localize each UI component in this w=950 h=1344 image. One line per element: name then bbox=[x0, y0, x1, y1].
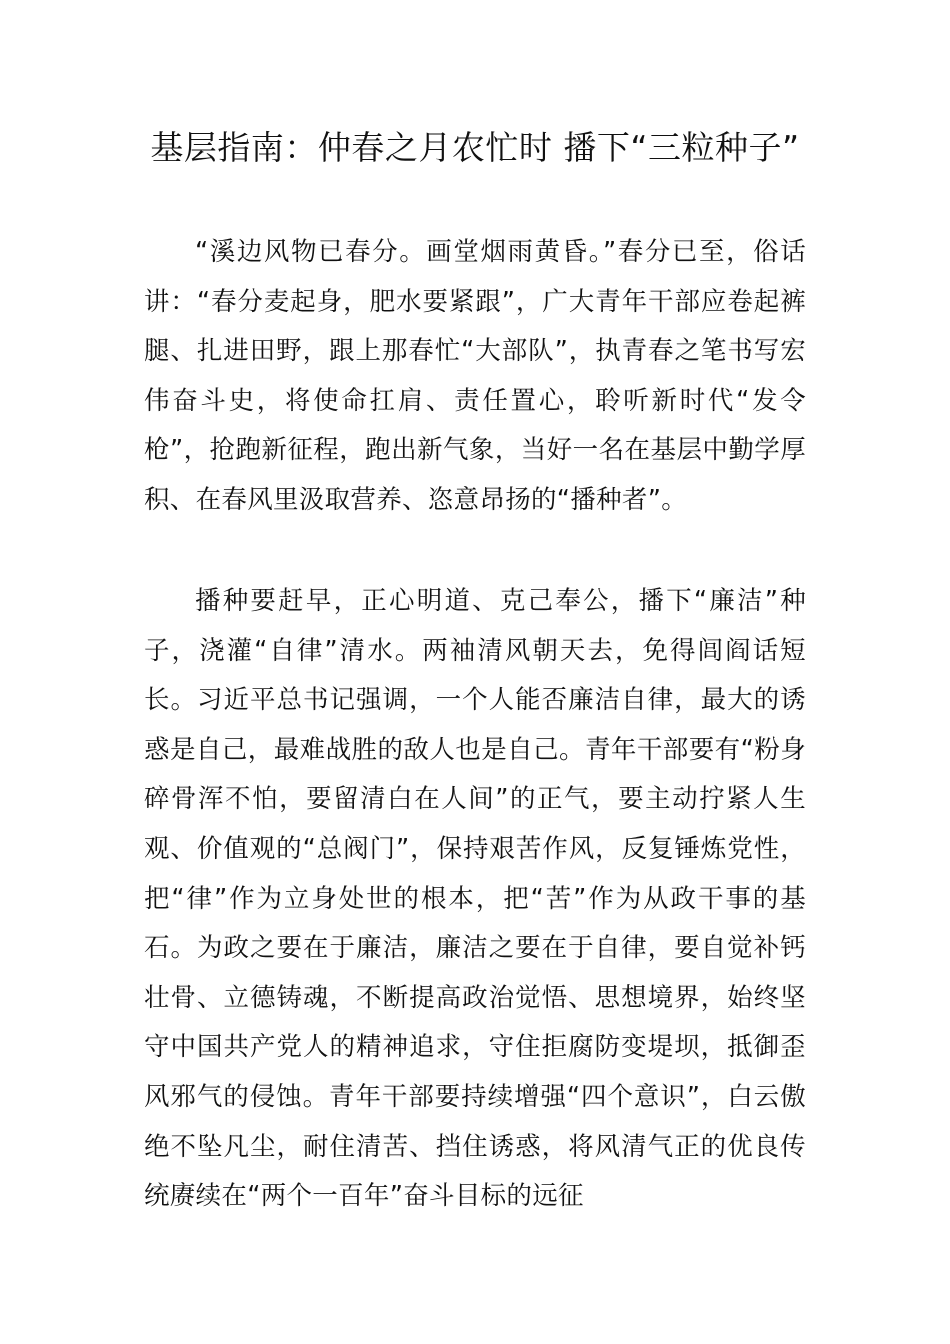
paragraph-integrity: 播种要赶早，正心明道、克己奉公，播下“廉洁”种子，浇灌“自律”清水。两袖清风朝天去，免得闾阎话短长。习近平总书记强调，一个人能否廉洁自律，最大的诱惑是自己，最难战胜的敌人也是自己。青年干部要有“粉身碎骨浑不怕，要留清白在人间”的正气，要主动拧紧人生观、价值观的“总阀门”，保持艰苦作风，反复锤炼党性，把“律”作为立身处世的根本，把“苦”作为从政干事的基石。为政之要在于廉洁，廉洁之要在于自律，要自觉补钙壮骨、立德铸魂，不断提高政治觉悟、思想境界，始终坚守中国共产党人的精神追求，守住拒腐防变堤坝，抵御歪风邪气的侵蚀。青年干部要持续增强“四个意识”，白云傲绝不坠凡尘，耐住清苦、挡住诱惑，将风清气正的优良传统赓续在“两个一百年”奋斗目标的远征 bbox=[144, 586, 806, 1212]
paragraph-intro: “溪边风物已春分。画堂烟雨黄昏。”春分已至，俗话讲：“春分麦起身，肥水要紧跟”，广大青年干部应卷起裤腿、扎进田野，跟上那春忙“大部队”，执青春之笔书写宏伟奋斗史，将使命扛肩、责任置心，聆听新时代“发令枪”，抢跑新征程，跑出新气象，当好一名在基层中勤学厚积、在春风里汲取营养、恣意昂扬的“播种者”。 bbox=[144, 237, 806, 515]
document-title: 基层指南：仲春之月农忙时 播下“三粒种子” bbox=[150, 128, 800, 167]
